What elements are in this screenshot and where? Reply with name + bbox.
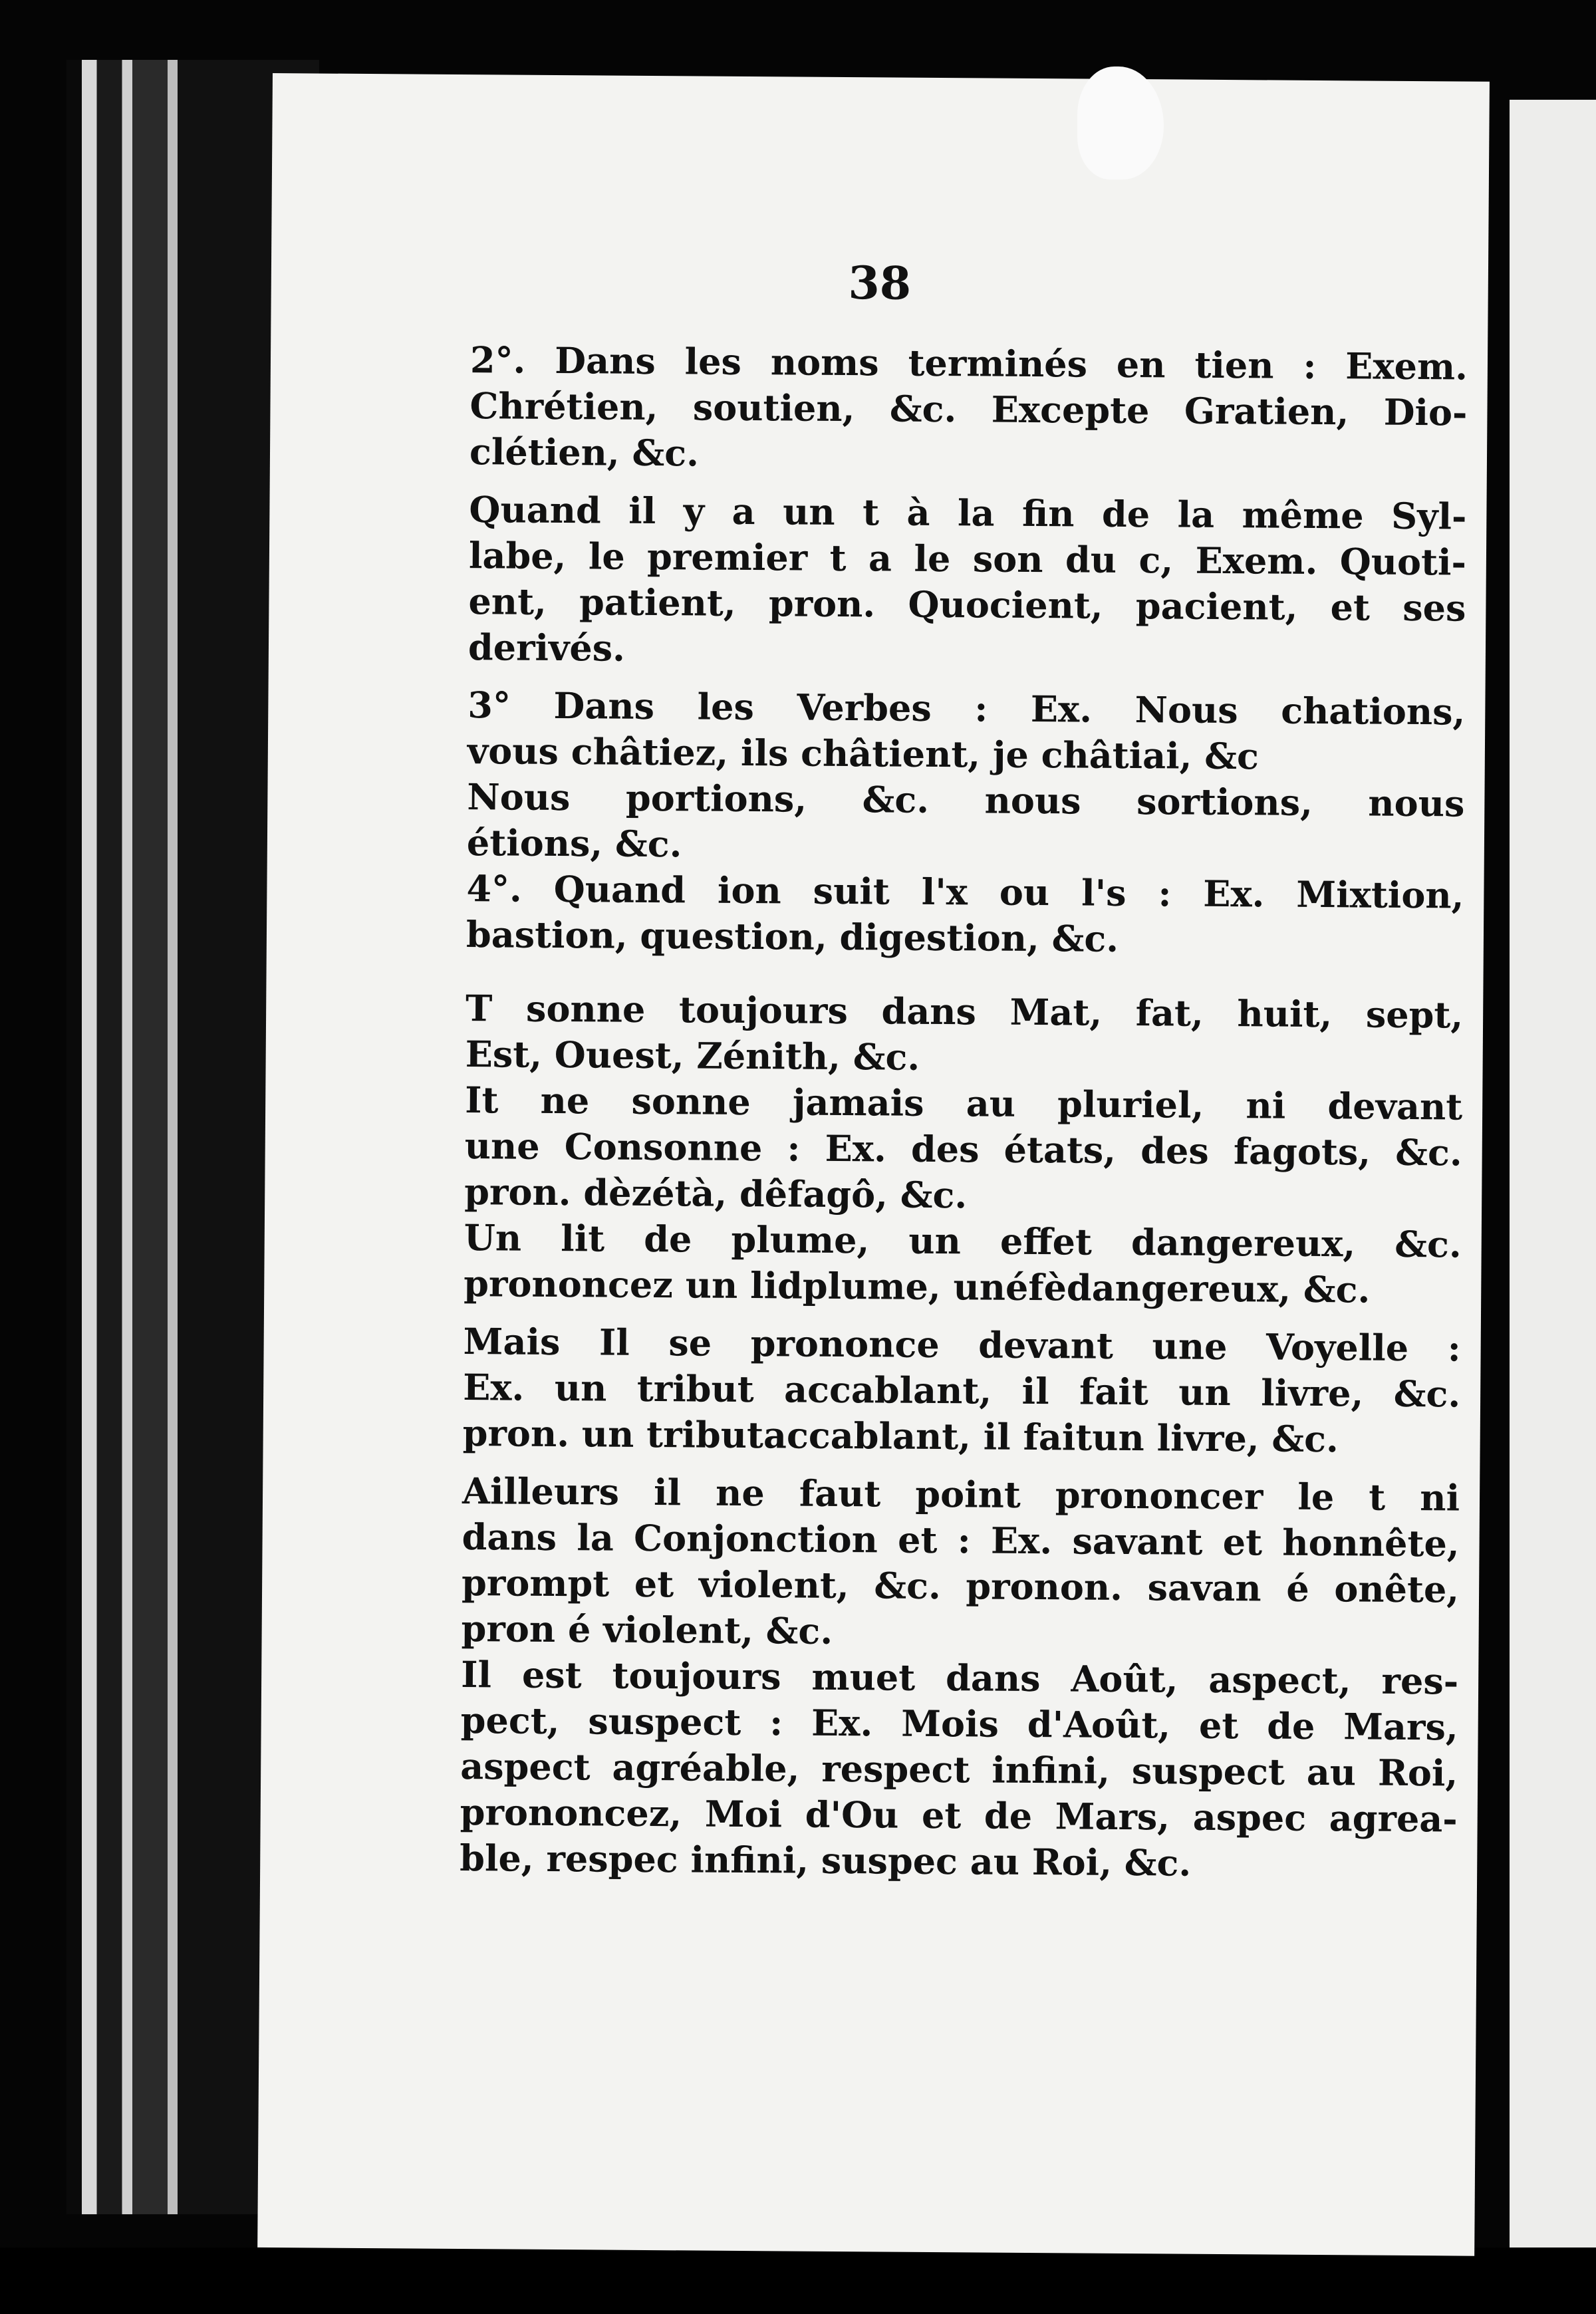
text-line: pron. dèzétà, dêfagô, &c. <box>464 1170 968 1217</box>
text-line: Un lit de plume, un effet dangereux, &c. <box>464 1216 1462 1266</box>
text-line: prononcez un lidplume, unéfèdangereux, &c. <box>464 1262 1371 1311</box>
text-line: dans la Conjonction et : Ex. savant et honnête, <box>462 1515 1460 1565</box>
text-line: labe, le premier t a le son du c, Exem. Quoti- <box>468 534 1467 584</box>
text-line: It ne sonne jamais au pluriel, ni devant <box>465 1079 1463 1128</box>
paragraph <box>406 1651 1458 1888</box>
text-line: Est, Ouest, Zénith, &c. <box>465 1033 920 1079</box>
text-line: prononcez, Moi d'Ou et de Mars, aspec agrea- <box>460 1791 1458 1841</box>
text-line: derivés. <box>467 626 626 670</box>
text-line: bastion, question, digestion, &c. <box>466 913 1119 960</box>
text-line: pron. un tributaccablant, il faitun livre, &c. <box>462 1412 1339 1461</box>
text-line: vous châtiez, ils châtient, je châtiai, &c <box>467 729 1260 778</box>
paragraph <box>416 337 1468 482</box>
paragraph <box>413 866 1464 965</box>
paragraph <box>414 682 1466 781</box>
text-line: prompt et violent, &c. pronon. savan é onête, <box>461 1561 1460 1611</box>
text-line: Il est toujours muet dans Août, aspect, res- <box>460 1653 1459 1703</box>
text-line: Ailleurs il ne faut point prononcer le t ni <box>462 1470 1460 1519</box>
text-line: ble, respec infini, suspec au Roi, &c. <box>460 1837 1192 1884</box>
paragraph <box>410 1214 1462 1313</box>
paragraph <box>409 1318 1460 1463</box>
text-line: 4°. Quand ion suit l'x ou l's : Ex. Mixtion, <box>466 867 1464 917</box>
paragraph <box>414 774 1465 873</box>
page-text <box>406 337 1468 1888</box>
scan-background <box>0 2248 1596 2314</box>
text-line: une Consonne : Ex. des états, des fagots, &c. <box>464 1124 1462 1174</box>
paragraph <box>411 1077 1462 1221</box>
text-line: Nous portions, &c. nous sortions, nous <box>467 775 1465 825</box>
text-line: pron é violent, &c. <box>461 1607 833 1652</box>
text-line: pect, suspect : Ex. Mois d'Août, et de Mars, <box>460 1699 1458 1749</box>
text-line: Quand il y a un t à la fin de la même Syl- <box>469 488 1467 538</box>
text-line: Chrétien, soutien, &c. Excepte Gratien, Dio- <box>469 384 1468 434</box>
text-line: Ex. un tribut accablant, il fait un livre, &c. <box>462 1366 1461 1416</box>
text-line: clétien, &c. <box>469 430 700 475</box>
text-line: 3° Dans les Verbes : Ex. Nous chations, <box>467 684 1466 733</box>
text-line: 2°. Dans les noms terminés en tien : Exem. <box>469 338 1468 388</box>
text-line: ent, patient, pron. Quocient, pacient, et ses <box>468 580 1466 630</box>
page-number: 38 <box>848 257 912 311</box>
text-line: étions, &c. <box>466 821 682 866</box>
paragraph <box>408 1468 1460 1658</box>
text-line: aspect agréable, respect infini, suspect au Roi, <box>460 1745 1458 1795</box>
text-line: T sonne toujours dans Mat, fat, huit, sept, <box>465 987 1464 1037</box>
text-line: Mais Il se prononce devant une Voyelle : <box>463 1320 1461 1370</box>
paragraph <box>415 487 1467 678</box>
paragraph <box>412 985 1463 1085</box>
book-page <box>257 73 1490 2256</box>
facing-page <box>1510 100 1596 2248</box>
